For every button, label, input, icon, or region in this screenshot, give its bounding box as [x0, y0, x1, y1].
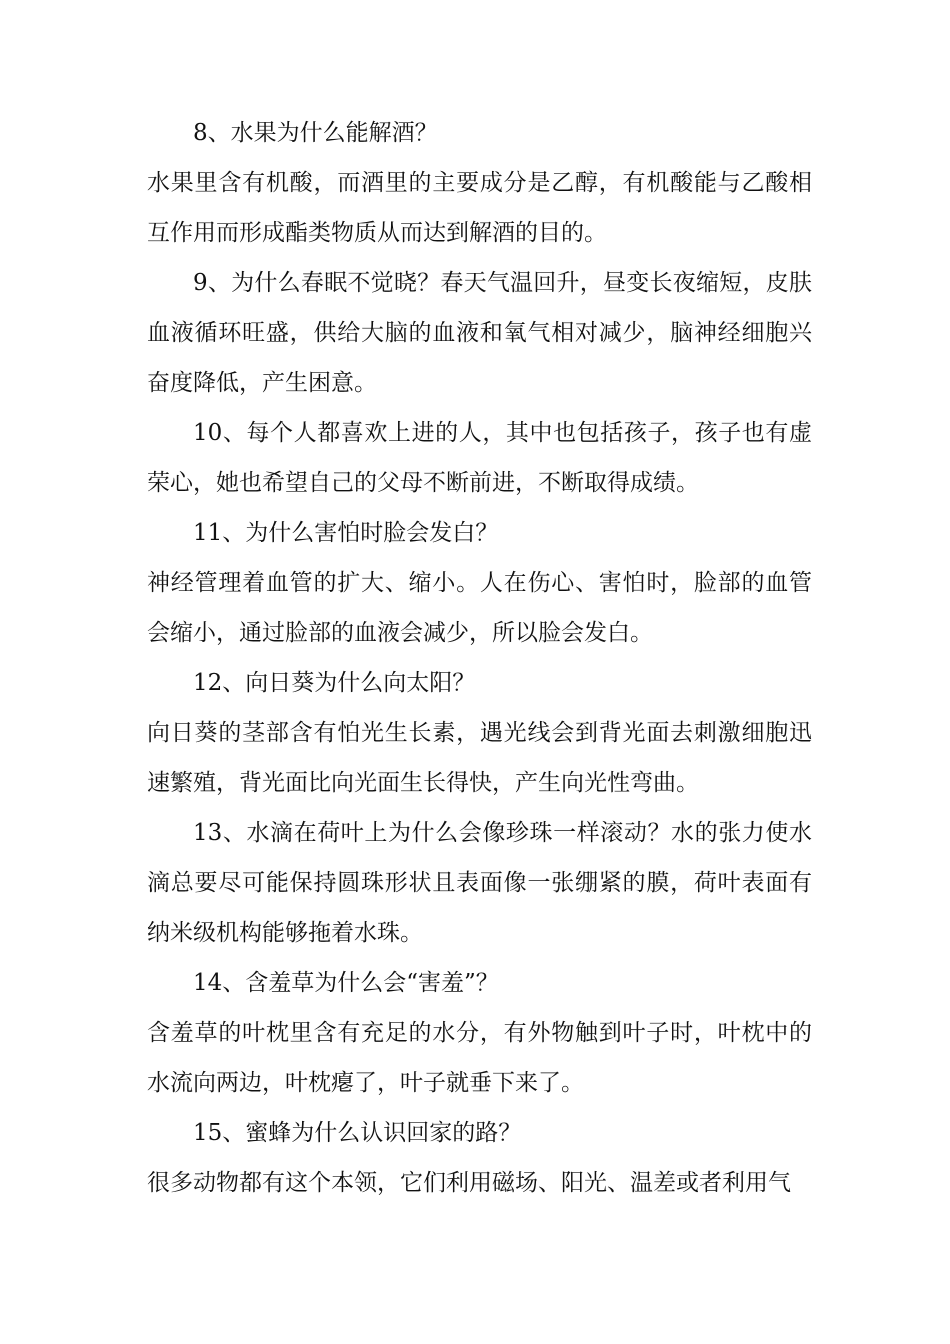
document-body	[147, 108, 812, 1208]
answer-12: 向日葵的茎部含有怕光生长素，遇光线会到背光面去刺激细胞迅速繁殖，背光面比向光面生长得快，产生向光性弯曲。	[147, 720, 812, 796]
question-11: 11、为什么害怕时脸会发白？	[193, 520, 499, 546]
answer-15: 很多动物都有这个本领，它们利用磁场、阳光、温差或者利用气	[147, 1170, 791, 1196]
question-14: 14、含羞草为什么会“害羞”？	[193, 970, 499, 996]
question-15: 15、蜜蜂为什么认识回家的路？	[193, 1120, 522, 1146]
question-10: 10、每个人都喜欢上进的人，其中也包括孩子，孩子也有虚荣心，她也希望自己的父母不断前进，不断取得成绩。	[147, 420, 812, 496]
question-12: 12、向日葵为什么向太阳？	[193, 670, 476, 696]
question-13: 13、水滴在荷叶上为什么会像珍珠一样滚动？水的张力使水滴总要尽可能保持圆珠形状且表面像一张绷紧的膜，荷叶表面有纳米级机构能够拖着水珠。	[147, 820, 812, 946]
question-9: 9、为什么春眠不觉晓？春天气温回升，昼变长夜缩短，皮肤血液循环旺盛，供给大脑的血液和氧气相对减少，脑神经细胞兴奋度降低，产生困意。	[147, 270, 812, 396]
answer-14: 含羞草的叶枕里含有充足的水分，有外物触到叶子时，叶枕中的水流向两边，叶枕瘪了，叶子就垂下来了。	[147, 1020, 812, 1096]
answer-11: 神经管理着血管的扩大、缩小。人在伤心、害怕时，脸部的血管会缩小，通过脸部的血液会减少，所以脸会发白。	[147, 570, 812, 646]
answer-8: 水果里含有机酸，而酒里的主要成分是乙醇，有机酸能与乙酸相互作用而形成酯类物质从而达到解酒的目的。	[147, 170, 812, 246]
question-8: 8、水果为什么能解酒？	[193, 120, 438, 146]
